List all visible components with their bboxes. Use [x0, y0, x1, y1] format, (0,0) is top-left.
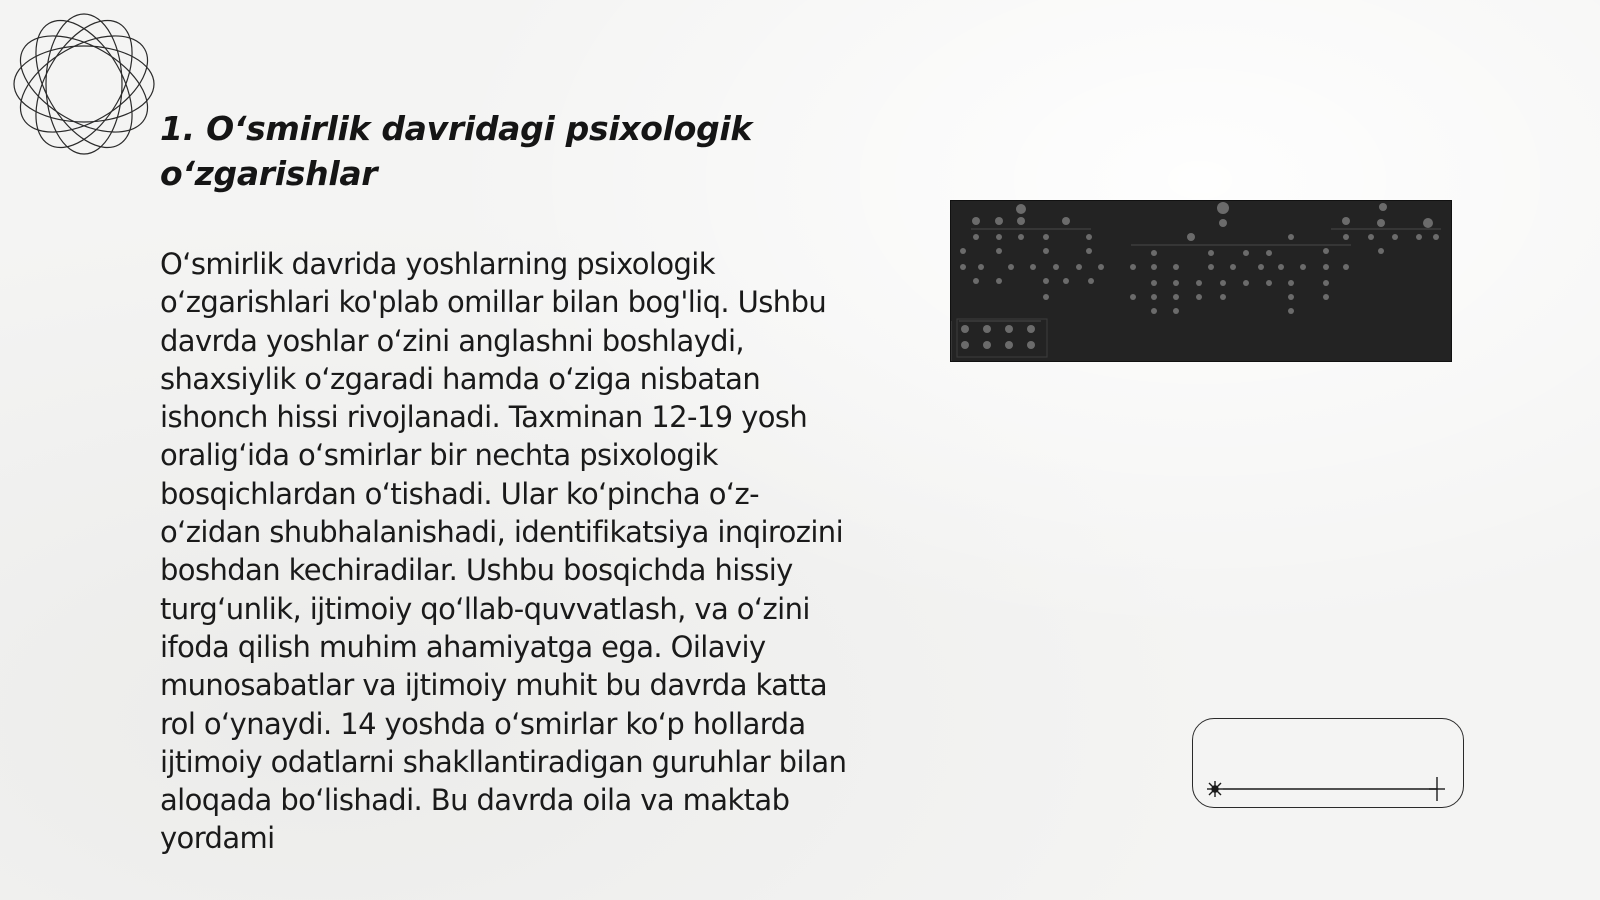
slide-title: 1. O‘smirlik davridagi psixologik o‘zgarishlar: [160, 109, 753, 193]
star-cross-icon: [1429, 777, 1445, 801]
slide-navigation-box: [1192, 718, 1464, 808]
family-tree-diagram-image: [950, 200, 1452, 362]
spirograph-rosette-icon: [10, 10, 158, 158]
slide-body-text: O‘smirlik davrida yoshlarning psixologik o‘zgarishlari ko'plab omillar bilan bog'liq. Ushbu davrda yoshlar o‘zini anglashni boshlaydi, shaxsiylik o‘zgaradi hamda o‘ziga nisbatan ishonch hissi rivojlanadi. Taxminan 12-19 yosh oralig‘ida o‘smirlar bir nechta psixologik bosqichlardan o‘tishadi. Ular ko‘pincha o‘z-o‘zidan shubhalanishadi, identifikatsiya inqirozini boshdan kechiradilar. Ushbu bosqichda hissiy turg‘unlik, ijtimoiy qo‘llab-quvvatlash, va o‘zini ifoda qilish muhim ahamiyatga ega. Oilaviy munosabatlar va ijtimoiy muhit bu davrda katta rol o‘ynaydi. 14 yoshda o‘smirlar ko‘p hollarda ijtimoiy odatlarni shakllantiradigan guruhlar bilan aloqada bo‘lishadi. Bu davrda oila va maktab yordami: [160, 247, 847, 856]
sparkle-icon: [1207, 781, 1223, 797]
